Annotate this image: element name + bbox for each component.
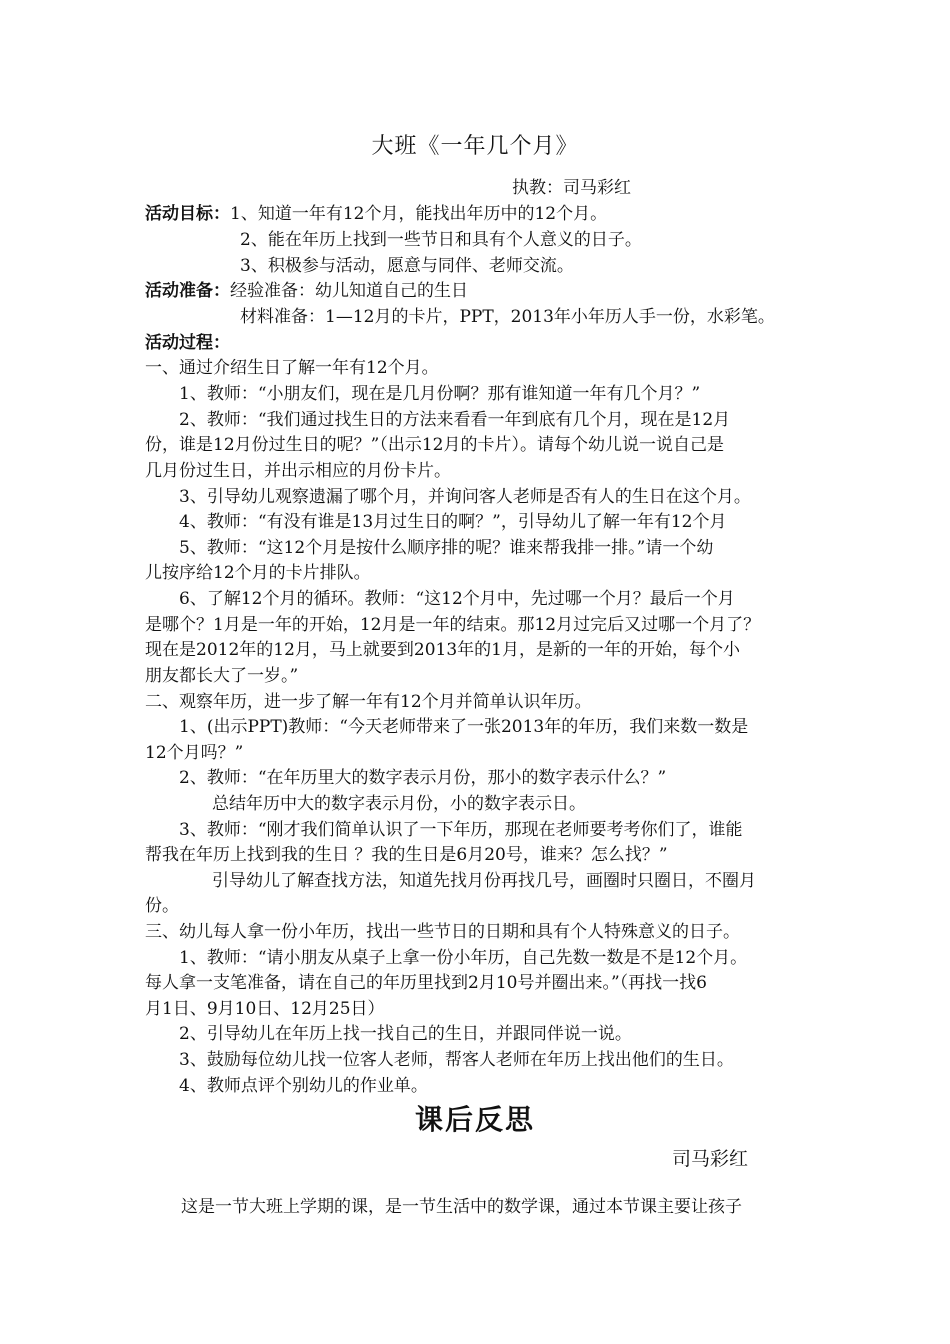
- process-line: 2、教师：“在年历里大的数字表示月份，那小的数字表示什么？”: [179, 768, 667, 788]
- reflection-author: 司马彩红: [672, 1148, 749, 1170]
- process-line: 1、(出示PPT)教师：“今天老师带来了一张2013年的年历，我们来数一数是: [179, 717, 749, 737]
- prep-experience: 经验准备：幼儿知道自己的生日: [230, 281, 468, 301]
- process-line: 每人拿一支笔准备，请在自己的年历里找到2月10号并圈出来。”（再找一找6: [145, 973, 707, 993]
- process-line: 3、鼓励每位幼儿找一位客人老师，帮客人老师在年历上找出他们的生日。: [179, 1050, 734, 1070]
- reflection-first-line: 这是一节大班上学期的课，是一节生活中的数学课，通过本节课主要让孩子: [181, 1197, 742, 1217]
- process-line: 总结年历中大的数字表示月份，小的数字表示日。: [212, 794, 586, 814]
- process-line: 1、教师：“请小朋友从桌子上拿一份小年历，自己先数一数是不是12个月。: [179, 948, 748, 968]
- process-line: 儿按序给12个月的卡片排队。: [145, 563, 371, 583]
- process-line: 几月份过生日，并出示相应的月份卡片。: [145, 461, 451, 481]
- process-line: 二、观察年历，进一步了解一年有12个月并简单认识年历。: [145, 692, 592, 712]
- process-line: 3、引导幼儿观察遗漏了哪个月，并询问客人老师是否有人的生日在这个月。: [179, 487, 751, 507]
- prep-label: 活动准备：: [145, 281, 230, 301]
- process-line: 一、通过介绍生日了解一年有12个月。: [145, 358, 439, 378]
- prep-line-1: [145, 279, 468, 303]
- process-line: 4、教师点评个别幼儿的作业单。: [179, 1076, 428, 1096]
- goals-label: 活动目标：: [145, 204, 230, 224]
- process-line: 份，谁是12月份过生日的呢？”（出示12月的卡片）。请每个幼儿说一说自己是: [145, 435, 724, 455]
- goals-line-1: [145, 202, 607, 226]
- process-line: 2、教师：“我们通过找生日的方法来看看一年到底有几个月，现在是12月: [179, 410, 731, 430]
- process-line: 是哪个？1月是一年的开始，12月是一年的结束。那12月过完后又过哪一个月了？: [145, 615, 761, 635]
- process-line: 份。: [145, 896, 179, 916]
- process-line: 4、教师：“有没有谁是13月过生日的啊？”，引导幼儿了解一年有12个月: [179, 512, 727, 532]
- goal-item-2: 2、能在年历上找到一些节日和具有个人意义的日子。: [240, 230, 642, 250]
- process-line: 帮我在年历上找到我的生日 ？我的生日是6月20号，谁来？怎么找？”: [145, 845, 668, 865]
- prep-material: 材料准备：1—12月的卡片，PPT，2013年小年历人手一份，水彩笔。: [240, 307, 775, 327]
- document-title: 大班《一年几个月》: [371, 134, 579, 159]
- process-line: 5、教师：“这12个月是按什么顺序排的呢？谁来帮我排一排。”请一个幼: [179, 538, 714, 558]
- process-line: 12个月吗？”: [145, 743, 244, 763]
- process-label: 活动过程：: [145, 333, 230, 353]
- document-author: 执教：司马彩红: [512, 178, 631, 198]
- goal-item-1: 1、知道一年有12个月，能找出年历中的12个月。: [230, 204, 608, 224]
- process-line: 引导幼儿了解查找方法，知道先找月份再找几号，画圈时只圈日，不圈月: [212, 871, 756, 891]
- process-line: 朋友都长大了一岁。”: [145, 666, 299, 686]
- process-line: 3、教师：“刚才我们简单认识了一下年历，那现在老师要考考你们了，谁能: [179, 820, 743, 840]
- process-line: 月1日、9月10日、12月25日）: [145, 999, 385, 1019]
- process-line: 2、引导幼儿在年历上找一找自己的生日，并跟同伴说一说。: [179, 1024, 632, 1044]
- process-line: 1、教师：“小朋友们，现在是几月份啊？那有谁知道一年有几个月？”: [179, 384, 701, 404]
- goal-item-3: 3、积极参与活动，愿意与同伴、老师交流。: [240, 256, 574, 276]
- reflection-title: 课后反思: [414, 1103, 535, 1136]
- process-line: 6、了解12个月的循环。教师：“这12个月中，先过哪一个月？最后一个月: [179, 589, 735, 609]
- process-line: 三、幼儿每人拿一份小年历，找出一些节日的日期和具有个人特殊意义的日子。: [145, 922, 740, 942]
- process-line: 现在是2012年的12月，马上就要到2013年的1月，是新的一年的开始，每个小: [145, 640, 740, 660]
